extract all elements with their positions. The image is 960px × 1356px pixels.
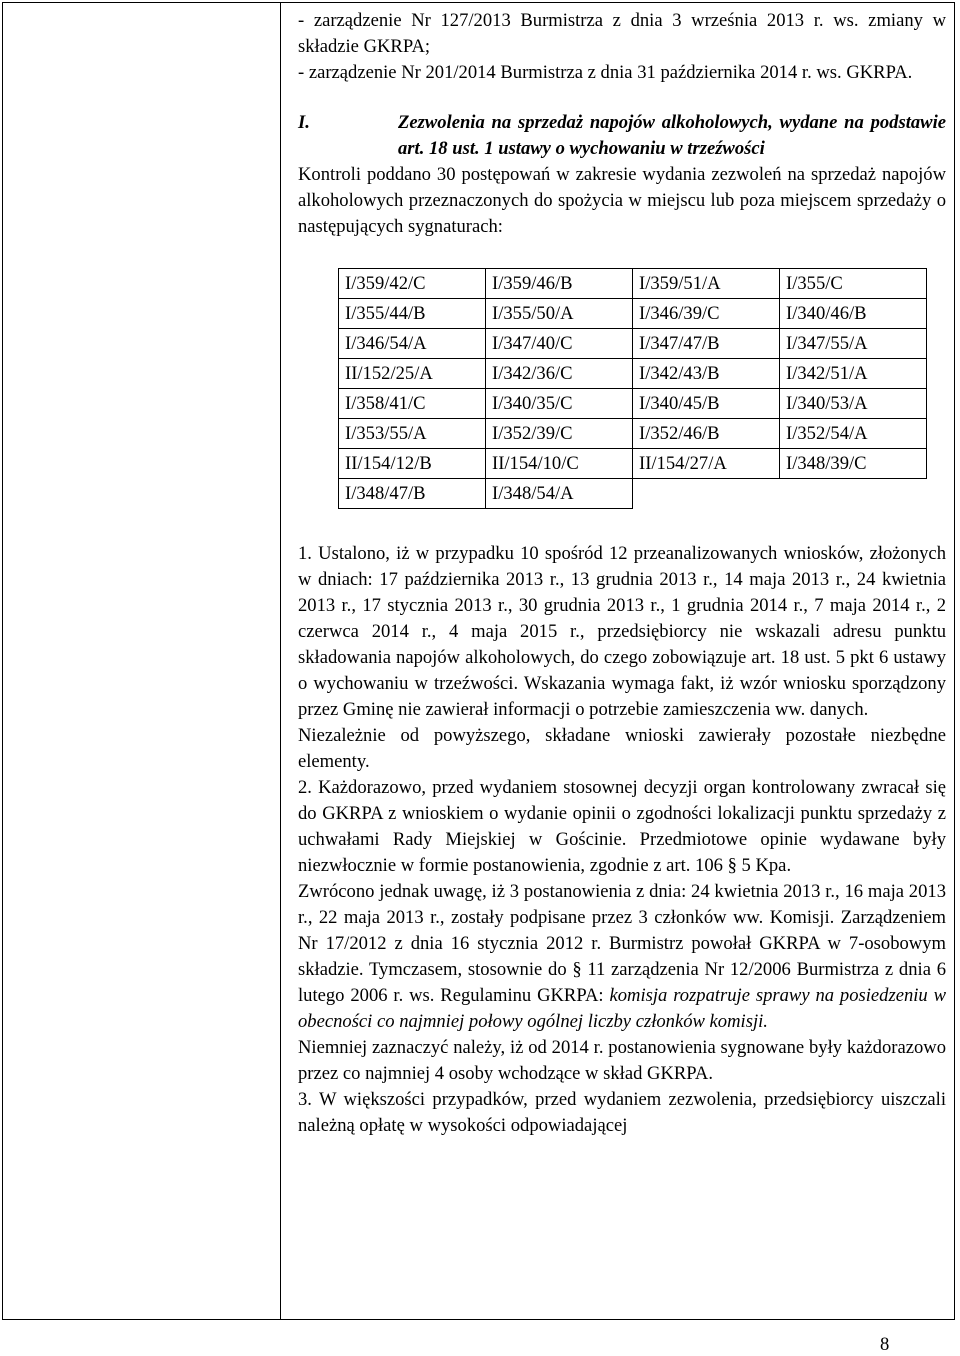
paragraph-1b: Niezależnie od powyższego, składane wnioski zawierały pozostałe niezbędne elementy. bbox=[298, 725, 946, 772]
table-cell: II/154/12/B bbox=[339, 449, 486, 479]
table-cell: I/348/47/B bbox=[339, 479, 486, 509]
table-row bbox=[339, 299, 927, 329]
paragraph-2b-text: Zwrócono jednak uwagę, iż 3 postanowienia z dnia: 24 kwietnia 2013 r., 16 maja 2013 r., 22 maja 2013 r., zostały podpisane przez 3 członków ww. Komisji. Zarządzeniem Nr 17/2012 z dnia 16 stycznia 2012 r. Burmistrz powołał GKRPA w 7-osobowym składzie. Tymczasem, stosownie do § 11 zarządzenia Nr 12/2006 Burmistrza z dnia 6 lutego 2006 r. ws. Regulaminu GKRPA: bbox=[298, 881, 946, 1006]
table-cell: I/347/40/C bbox=[486, 329, 633, 359]
section-number: I. bbox=[298, 112, 310, 133]
paragraph-2b bbox=[298, 879, 946, 1035]
table-cell: I/353/55/A bbox=[339, 419, 486, 449]
table-cell: I/340/53/A bbox=[780, 389, 927, 419]
table-cell: I/359/51/A bbox=[633, 269, 780, 299]
column-divider bbox=[280, 2, 281, 1320]
table-cell: II/154/10/C bbox=[486, 449, 633, 479]
intro-line-2: - zarządzenie Nr 201/2014 Burmistrza z dnia 31 października 2014 r. ws. GKRPA. bbox=[298, 62, 913, 83]
table-cell: I/347/55/A bbox=[780, 329, 927, 359]
table-cell: I/359/42/C bbox=[339, 269, 486, 299]
table-cell: I/358/41/C bbox=[339, 389, 486, 419]
table-cell: I/352/54/A bbox=[780, 419, 927, 449]
table-row bbox=[339, 419, 927, 449]
table-cell: I/346/54/A bbox=[339, 329, 486, 359]
table-cell: I/348/39/C bbox=[780, 449, 927, 479]
signatures-table bbox=[338, 268, 927, 509]
table-cell: I/346/39/C bbox=[633, 299, 780, 329]
table-cell: II/152/25/A bbox=[339, 359, 486, 389]
intro-line-1: - zarządzenie Nr 127/2013 Burmistrza z dnia 3 września 2013 r. ws. zmiany w składzie GKRPA; bbox=[298, 10, 946, 57]
table-cell bbox=[780, 479, 927, 509]
table-row bbox=[339, 359, 927, 389]
table-row bbox=[339, 329, 927, 359]
section-heading bbox=[298, 110, 946, 162]
table-row bbox=[339, 389, 927, 419]
paragraph-3: 3. W większości przypadków, przed wydaniem zezwolenia, przedsiębiorcy uiszczali należną opłatę w wysokości odpowiadającej bbox=[298, 1089, 946, 1136]
table-row bbox=[339, 269, 927, 299]
document-body bbox=[298, 8, 946, 1139]
table-cell: I/359/46/B bbox=[486, 269, 633, 299]
paragraph-2c: Niemniej zaznaczyć należy, iż od 2014 r. postanowienia sygnowane były każdorazowo przez co najmniej 4 osoby wchodzące w skład GKRPA. bbox=[298, 1037, 946, 1084]
table-cell: I/348/54/A bbox=[486, 479, 633, 509]
table-cell: I/340/46/B bbox=[780, 299, 927, 329]
table-cell: I/342/43/B bbox=[633, 359, 780, 389]
table-cell bbox=[633, 479, 780, 509]
table-row bbox=[339, 479, 927, 509]
table-cell: I/355/50/A bbox=[486, 299, 633, 329]
table-cell: I/352/46/B bbox=[633, 419, 780, 449]
table-cell: I/342/51/A bbox=[780, 359, 927, 389]
lead-paragraph: Kontroli poddano 30 postępowań w zakresie wydania zezwoleń na sprzedaż napojów alkoholowych przeznaczonych do spożycia w miejscu lub poza miejscem sprzedaży o następujących sygnaturach: bbox=[298, 164, 946, 237]
section-title: Zezwolenia na sprzedaż napojów alkoholowych, wydane na podstawie art. 18 ust. 1 ustawy o wychowaniu w trzeźwości bbox=[398, 112, 946, 159]
table-cell: I/340/35/C bbox=[486, 389, 633, 419]
table-row bbox=[339, 449, 927, 479]
table-cell: I/355/C bbox=[780, 269, 927, 299]
table-cell: I/355/44/B bbox=[339, 299, 486, 329]
paragraph-1: 1. Ustalono, iż w przypadku 10 spośród 12 przeanalizowanych wniosków, złożonych w dniach: 17 października 2013 r., 13 grudnia 2013 r., 14 maja 2013 r., 24 kwietnia 2013 r., 17 stycznia 2013 r., 30 grudnia 2013 r., 1 grudnia 2014 r., 7 maja 2014 r., 2 czerwca 2014 r., 4 maja 2015 r., przedsiębiorcy nie wskazali adresu punktu składowania napojów alkoholowych, do czego zobowiązuje art. 18 ust. 5 pkt 6 ustawy o wychowaniu w trzeźwości. Wskazania wymaga fakt, iż wzór wniosku sporządzony przez Gminę nie zawierał informacji o potrzebie zamieszczenia ww. danych. bbox=[298, 543, 946, 720]
page-number: 8 bbox=[880, 1334, 890, 1355]
table-cell: II/154/27/A bbox=[633, 449, 780, 479]
table-cell: I/352/39/C bbox=[486, 419, 633, 449]
table-cell: I/347/47/B bbox=[633, 329, 780, 359]
table-cell: I/340/45/B bbox=[633, 389, 780, 419]
paragraph-2: 2. Każdorazowo, przed wydaniem stosownej decyzji organ kontrolowany zwracał się do GKRPA z wnioskiem o wydanie opinii o zgodności lokalizacji punktu sprzedaży z uchwałami Rady Miejskiej w Gościnie. Przedmiotowe opinie wydawane były niezwłocznie w formie postanowienia, zgodnie z art. 106 § 5 Kpa. bbox=[298, 777, 946, 876]
table-cell: I/342/36/C bbox=[486, 359, 633, 389]
regulation-quote: komisja rozpatruje sprawy na posiedzeniu w obecności co najmniej połowy ogólnej liczby członków komisji. bbox=[298, 985, 947, 1032]
